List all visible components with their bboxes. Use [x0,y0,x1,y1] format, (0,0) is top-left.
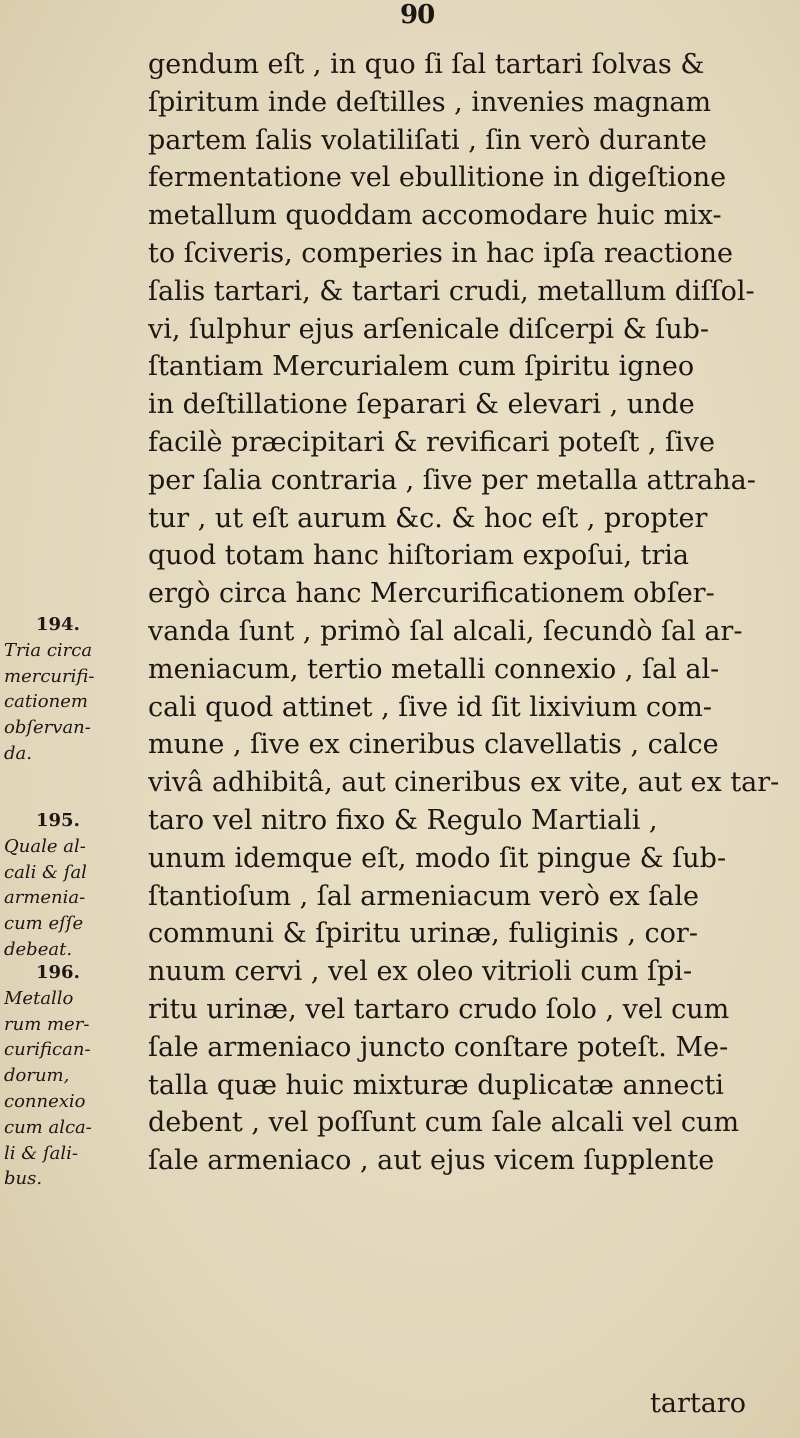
catchword: tartaro [650,1388,746,1419]
marginal-note-line: armenia- [4,887,86,909]
marginal-note-number: 195. [36,810,80,831]
text-line: ſale armeniaco juncto conſtare poteſt. Me- [148,1031,729,1063]
text-line: cali quod attinet , ſive id ſit lixivium com- [148,691,712,723]
text-line: meniacum, tertio metalli connexio , ſal al- [148,653,720,685]
marginal-note-line: connexio [4,1090,86,1112]
text-line: mune , ſive ex cineribus clavellatis , calce [148,729,719,761]
marginal-note-line: curifican- [4,1039,91,1061]
text-line: ſale armeniaco , aut ejus vicem ſupplente [148,1145,715,1177]
marginal-note-line: Tria circa [4,639,93,661]
text-line: ſpiritum inde deſtilles , invenies magnam [148,86,712,118]
text-line: vanda ſunt , primò ſal alcali, ſecundò ſal ar- [148,615,743,647]
text-line: taro vel nitro fixo & Regulo Martiali , [148,804,658,836]
marginal-note-line: cum alca- [4,1116,92,1138]
body-text [148,46,796,1180]
text-line: talla quæ huic mixturæ duplicatæ annecti [148,1069,724,1101]
marginal-note-line: debeat. [4,938,73,960]
text-line: facilè præcipitari & revificari poteſt , ſive [148,426,715,458]
text-line: to ſciveris, comperies in hac ipſa reactione [148,237,734,269]
marginal-note-line: dorum, [4,1065,70,1087]
marginal-note-line: bus. [4,1168,43,1190]
marginal-note-line: mercurifi- [4,665,95,687]
text-line: fermentatione vel ebullitione in digeſtione [148,162,727,194]
text-line: ſtantioſum , ſal armeniacum verò ex ſale [148,880,699,912]
marginal-note-line: cationem [4,691,88,713]
text-line: per ſalia contraria , ſive per metalla attraha- [148,464,756,496]
marginal-note-195 [4,808,149,963]
text-line: vi, ſulphur ejus arſenicale diſcerpi & ſub- [148,313,710,345]
text-line: partem ſalis volatiliſati , ſin verò durante [148,124,707,156]
text-line: quod totam hanc hiſtoriam expoſui, tria [148,540,689,572]
text-line: ſalis tartari, & tartari crudi, metallum diſſol- [148,275,755,307]
marginal-note-number: 194. [36,614,80,635]
text-line: in deſtillatione ſeparari & elevari , unde [148,389,695,421]
marginal-note-194 [4,612,149,767]
text-line: ergò circa hanc Mercurificationem obſer- [148,578,715,610]
text-line: communi & ſpiritu urinæ, fuliginis , cor- [148,918,698,950]
marginal-note-line: da. [4,742,32,764]
marginal-note-number: 196. [36,962,80,983]
page-number: 90 [400,0,435,30]
marginal-notes [4,0,149,1438]
text-line: gendum eſt , in quo ſi ſal tartari ſolvas & [148,49,705,80]
marginal-note-line: obſervan- [4,717,91,739]
marginal-note-line: rum mer- [4,1013,90,1035]
text-line: debent , vel poſſunt cum ſale alcali vel cum [148,1107,740,1139]
marginal-note-line: cali & ſal [4,861,87,883]
marginal-note-line: li & ſali- [4,1142,78,1164]
text-line: ritu urinæ, vel tartaro crudo ſolo , vel cum [148,993,730,1025]
text-line: tur , ut eſt aurum &c. & hoc eſt , propter [148,502,708,534]
text-line: metallum quoddam accomodare huic mix- [148,200,722,232]
marginal-note-line: Quale al- [4,835,86,857]
marginal-note-line: Metallo [4,987,74,1009]
text-line: nuum cervi , vel ex oleo vitrioli cum ſpi- [148,956,693,988]
text-line: vivâ adhibitâ, aut cineribus ex vite, aut ex tar- [148,767,780,799]
text-line: ſtantiam Mercurialem cum ſpiritu igneo [148,351,695,383]
text-line: unum idemque eſt, modo ſit pingue & ſub- [148,842,727,874]
marginal-note-line: cum eſſe [4,913,84,935]
marginal-note-196 [4,960,149,1192]
